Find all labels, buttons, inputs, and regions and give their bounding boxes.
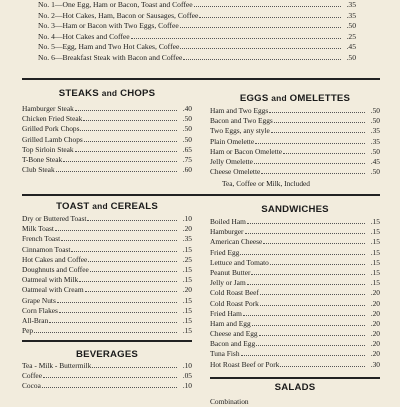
menu-item-price: .05	[182, 371, 192, 381]
menu-item-name: Top Sirloin Steak	[22, 144, 74, 154]
menu-item-price: .10	[182, 361, 192, 370]
eggs-title-and: and	[271, 93, 287, 103]
dot-leader	[43, 371, 177, 378]
dot-leader	[85, 285, 177, 292]
steaks-title: STEAKS	[58, 88, 99, 99]
menu-item	[22, 265, 192, 275]
dot-leader	[274, 116, 365, 123]
menu-item-price: .35	[370, 126, 380, 136]
steaks-title-and: and	[101, 88, 118, 98]
menu-item-name: Combination	[210, 397, 249, 406]
dot-leader	[283, 147, 365, 154]
sandwiches-heading	[210, 204, 380, 215]
dot-leader	[79, 275, 177, 282]
menu-item-name: Dry or Buttered Toast	[22, 214, 87, 223]
menu-item	[210, 147, 380, 157]
menu-item-name: Hamburger Steak	[22, 104, 74, 113]
menu-item-price: .15	[182, 315, 192, 325]
menu-item	[22, 361, 192, 371]
dot-leader	[80, 124, 177, 131]
menu-item-price: .50	[370, 146, 380, 156]
menu-item-name: Tuna Fish	[210, 349, 240, 359]
menu-item-price: .35	[370, 136, 380, 146]
menu-item-price: .45	[370, 156, 380, 166]
dot-leader	[252, 319, 365, 326]
salads-title: SALADS	[274, 382, 316, 393]
menu-item-name: Peanut Butter	[210, 267, 251, 277]
dot-leader	[83, 114, 177, 121]
menu-item	[210, 157, 380, 167]
menu-item-price: .50	[182, 134, 192, 144]
menu-item	[22, 306, 192, 316]
menu-item-name: Cheese and Egg	[210, 329, 258, 339]
menu-item	[210, 397, 380, 407]
menu-item-price: .60	[182, 165, 192, 175]
menu-item-name: Two Eggs, any style	[210, 126, 270, 136]
menu-item-name: Cocoa	[22, 381, 41, 391]
menu-item-price: .35	[346, 0, 356, 9]
menu-item-name: Jelly Omelette	[210, 156, 253, 166]
menu-item-name: No. 4—Hot Cakes and Coffee	[38, 31, 130, 41]
menu-item	[210, 360, 380, 370]
dot-leader	[263, 237, 365, 244]
menu-item	[210, 278, 380, 288]
breakfast-specials-list	[38, 0, 356, 64]
menu-item-name: Ham and Two Eggs	[210, 106, 269, 115]
menu-item	[22, 104, 192, 114]
menu-item	[210, 268, 380, 278]
menu-item-name: No. 3—Ham or Bacon with Two Eggs, Coffee	[38, 21, 179, 31]
steaks-title-2: CHOPS	[120, 88, 156, 99]
menu-item	[22, 326, 192, 336]
menu-item	[38, 32, 356, 43]
menu-item-name: Plain Omelette	[210, 136, 255, 146]
sandwiches-list	[210, 217, 380, 370]
menu-item-price: .20	[182, 224, 192, 234]
menu-item-name: Chicken Fried Steak	[22, 114, 83, 124]
eggs-included-note: Tea, Coffee or Milk, Included	[222, 179, 311, 188]
menu-item-price: .20	[370, 288, 380, 298]
dot-leader	[84, 135, 177, 142]
menu-item	[22, 296, 192, 306]
dot-leader	[49, 316, 177, 323]
dot-leader	[88, 255, 177, 262]
menu-item-name: Cheese Omelette	[210, 167, 261, 177]
menu-item-price: .20	[370, 329, 380, 339]
menu-item	[22, 224, 192, 234]
menu-item	[22, 316, 192, 326]
section-divider-top	[22, 78, 380, 80]
dot-leader	[260, 299, 365, 306]
dot-leader	[92, 361, 177, 368]
menu-item-name: Fried Egg	[210, 247, 240, 257]
menu-item-name: Milk Toast	[22, 224, 54, 234]
menu-item-price: .50	[346, 21, 356, 31]
menu-item-name: Hamburger	[210, 227, 244, 237]
menu-item-price: .50	[182, 124, 192, 134]
dot-leader	[180, 42, 341, 49]
menu-item-name: Ham and Egg	[210, 318, 251, 328]
dot-leader	[247, 217, 365, 224]
menu-item	[210, 299, 380, 309]
menu-item	[22, 124, 192, 134]
menu-item	[210, 217, 380, 227]
menu-item-price: .50	[346, 52, 356, 62]
menu-item-name: Oatmeal with Milk	[22, 275, 79, 285]
menu-item-name: Ham or Bacon Omelette	[210, 146, 283, 156]
dot-leader	[71, 245, 177, 252]
menu-item-name: No. 6—Breakfast Steak with Bacon and Coffee	[38, 52, 183, 62]
toast-heading	[22, 201, 192, 212]
menu-item	[22, 135, 192, 145]
menu-item-name: Lettuce and Tomato	[210, 257, 269, 267]
dot-leader	[271, 126, 365, 133]
menu-item-price: .40	[182, 104, 192, 113]
dot-leader	[63, 155, 177, 162]
dot-leader	[270, 258, 365, 265]
menu-item-name: No. 5—Egg, Ham and Two Hot Cakes, Coffee	[38, 42, 180, 52]
section-divider-lower-left	[22, 340, 192, 342]
menu-item	[210, 319, 380, 329]
dot-leader	[199, 11, 341, 18]
eggs-list	[210, 106, 380, 177]
salads-list	[210, 397, 380, 407]
menu-item-name: Cinnamon Toast	[22, 244, 71, 254]
dot-leader	[87, 214, 177, 221]
beverages-title: BEVERAGES	[75, 349, 139, 360]
menu-item	[210, 349, 380, 359]
menu-item-price: .15	[182, 275, 192, 285]
dot-leader	[34, 326, 177, 333]
menu-item	[210, 227, 380, 237]
dot-leader	[183, 53, 341, 60]
menu-item-price: .15	[182, 244, 192, 254]
menu-item-name: Grape Nuts	[22, 295, 56, 305]
menu-item-price: .50	[370, 106, 380, 115]
steaks-list	[22, 104, 192, 175]
dot-leader	[260, 288, 365, 295]
dot-leader	[57, 296, 177, 303]
beverages-list	[22, 361, 192, 392]
dot-leader	[42, 381, 177, 388]
dot-leader	[255, 137, 365, 144]
menu-item	[210, 116, 380, 126]
menu-item	[38, 42, 356, 53]
menu-item	[22, 145, 192, 155]
menu-item-price: .15	[370, 247, 380, 257]
menu-item-name: Pep	[22, 326, 34, 336]
eggs-title: EGGS	[239, 93, 269, 104]
section-divider-middle	[22, 194, 380, 196]
menu-item-price: .15	[370, 217, 380, 226]
menu-item-name: T-Bone Steak	[22, 154, 63, 164]
menu-item	[210, 106, 380, 116]
menu-item-name: Hot Cakes and Coffee	[22, 254, 88, 264]
menu-item-price: .65	[182, 144, 192, 154]
menu-item-price: .75	[182, 154, 192, 164]
menu-item-price: .15	[370, 278, 380, 288]
menu-item	[22, 255, 192, 265]
menu-item-price: .15	[182, 295, 192, 305]
menu-item-name: Jelly or Jam	[210, 278, 246, 288]
dot-leader	[90, 265, 177, 272]
menu-item	[22, 381, 192, 391]
menu-item	[210, 258, 380, 268]
menu-item-price: .30	[370, 359, 380, 369]
menu-item	[22, 285, 192, 295]
dot-leader	[75, 145, 177, 152]
menu-item	[210, 288, 380, 298]
menu-item-price: .20	[370, 339, 380, 349]
menu-item	[22, 371, 192, 381]
menu-item-name: Bacon and Egg	[210, 339, 256, 349]
salads-heading	[210, 382, 380, 393]
menu-item	[210, 329, 380, 339]
menu-item-name: Grilled Pork Chops	[22, 124, 80, 134]
menu-item	[210, 126, 380, 136]
menu-item-name: Coffee	[22, 371, 42, 381]
dot-leader	[194, 0, 341, 7]
eggs-heading	[210, 93, 380, 104]
toast-list	[22, 214, 192, 336]
menu-item-name: American Cheese	[210, 237, 263, 247]
menu-item-price: .20	[370, 318, 380, 328]
eggs-title-2: OMELETTES	[289, 93, 351, 104]
menu-item	[22, 165, 192, 175]
menu-item	[210, 167, 380, 177]
dot-leader	[180, 21, 341, 28]
menu-item-name: Corn Flakes	[22, 305, 58, 315]
menu-item	[38, 53, 356, 64]
menu-item-name: Oatmeal with Cream	[22, 285, 84, 295]
sandwiches-title: SANDWICHES	[261, 204, 329, 215]
menu-item-name: Hot Roast Beef or Pork	[210, 359, 280, 369]
menu-item-name: Bacon and Two Eggs	[210, 116, 273, 126]
menu-item	[22, 275, 192, 285]
menu-item	[22, 234, 192, 244]
dot-leader	[245, 227, 365, 234]
toast-title-2: CEREALS	[110, 201, 158, 212]
menu-item-name: All-Bran	[22, 315, 49, 325]
menu-item-price: .25	[346, 31, 356, 41]
menu-item-name: Cold Roast Pork	[210, 298, 259, 308]
menu-item	[22, 155, 192, 165]
menu-item	[22, 214, 192, 224]
dot-leader	[55, 224, 177, 231]
dot-leader	[254, 157, 365, 164]
dot-leader	[243, 309, 365, 316]
menu-item-price: .15	[370, 257, 380, 267]
menu-item	[38, 21, 356, 32]
dot-leader	[59, 306, 177, 313]
menu-item	[210, 248, 380, 258]
menu-item-name: No. 1—One Egg, Ham or Bacon, Toast and Coffee	[38, 0, 193, 9]
menu-item	[38, 11, 356, 22]
menu-item-name: No. 2—Hot Cakes, Ham, Bacon or Sausages, Coffee	[38, 10, 199, 20]
menu-item-price: .25	[182, 254, 192, 264]
toast-title-and: and	[92, 201, 108, 211]
dot-leader	[261, 167, 365, 174]
dot-leader	[247, 278, 365, 285]
menu-item-price: .20	[370, 298, 380, 308]
menu-item-name: Cold Roast Beef	[210, 288, 259, 298]
dot-leader	[259, 329, 365, 336]
dot-leader	[240, 248, 365, 255]
menu-item-price: .20	[370, 349, 380, 359]
menu-item-price: .45	[346, 42, 356, 52]
menu-item-price: .15	[182, 305, 192, 315]
dot-leader	[131, 32, 341, 39]
menu-item	[38, 0, 356, 11]
menu-item-price: .10	[182, 214, 192, 223]
menu-item-name: French Toast	[22, 234, 61, 244]
beverages-heading	[22, 349, 192, 360]
menu-item-price: .35	[182, 234, 192, 244]
menu-item-name: Doughnuts and Coffee	[22, 264, 89, 274]
menu-item-name: Grilled Lamb Chops	[22, 134, 83, 144]
menu-item	[210, 339, 380, 349]
section-divider-lower-right	[210, 377, 380, 379]
dot-leader	[75, 104, 177, 111]
menu-item-price: .15	[370, 237, 380, 247]
dot-leader	[241, 349, 365, 356]
menu-item-name: Boiled Ham	[210, 217, 246, 226]
dot-leader	[280, 360, 365, 367]
menu-item-price: .10	[182, 381, 192, 391]
menu-item	[210, 137, 380, 147]
menu-item	[22, 245, 192, 255]
dot-leader	[256, 339, 365, 346]
dot-leader	[56, 165, 177, 172]
menu-item-price: .15	[370, 227, 380, 237]
dot-leader	[251, 268, 365, 275]
dot-leader	[269, 106, 365, 113]
menu-item-name: Fried Ham	[210, 308, 242, 318]
menu-item-name: Club Steak	[22, 165, 55, 175]
steaks-heading	[22, 88, 192, 99]
menu-item	[22, 114, 192, 124]
menu-item-name: Tea - Milk - Buttermilk	[22, 361, 92, 370]
menu-item-price: .50	[182, 114, 192, 124]
menu-item-price: .35	[346, 10, 356, 20]
menu-item-price: .50	[370, 116, 380, 126]
menu-item	[210, 309, 380, 319]
menu-item-price: .50	[370, 167, 380, 177]
menu-item-price: .20	[182, 285, 192, 295]
toast-title: TOAST	[56, 201, 90, 212]
menu-item-price: .15	[182, 326, 192, 336]
menu-item-price: .15	[182, 264, 192, 274]
menu-item-price: .20	[370, 308, 380, 318]
dot-leader	[61, 234, 177, 241]
menu-item	[210, 237, 380, 247]
menu-item-price: .15	[370, 267, 380, 277]
